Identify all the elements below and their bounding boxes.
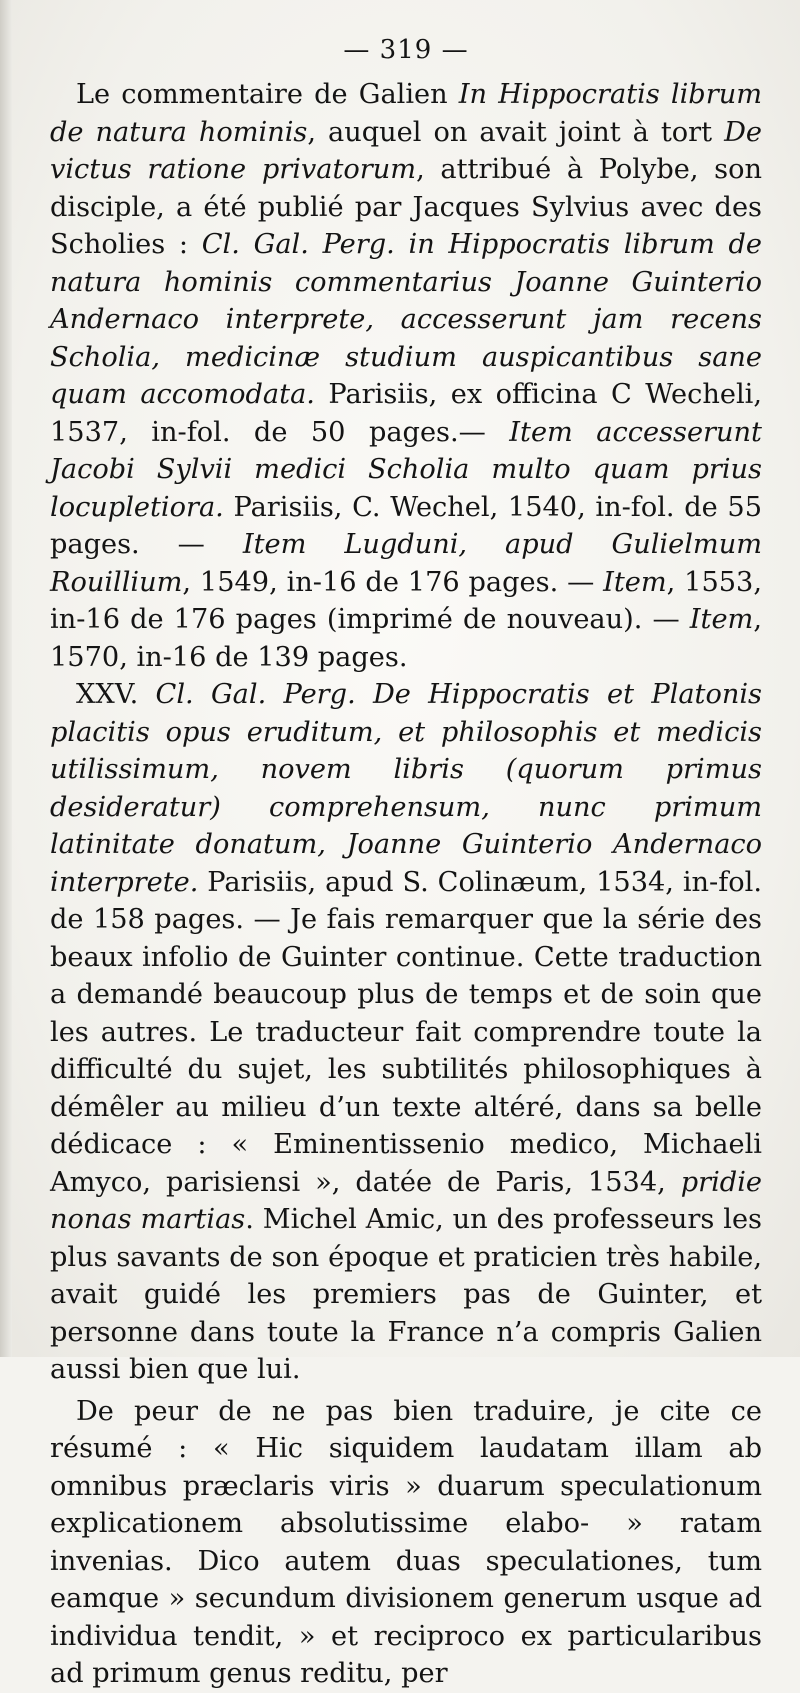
- text-run: , 1570, in-16 de 139 pages.: [50, 604, 762, 673]
- italic-text-run: De victus ratione privatorum: [50, 116, 762, 185]
- italic-text-run: In Hippocratis librum de natura hominis: [50, 79, 762, 148]
- text-run: , attribué à Polybe, son disciple, a été publié par Jacques Sylvius avec des Scholies :: [50, 154, 762, 260]
- italic-text-run: Item Lugduni, apud Gulielmum Rouillium: [50, 529, 762, 598]
- text-run: Le commentaire de Galien: [76, 79, 459, 110]
- text-run: Parisiis, ex officina C Wecheli, 1537, in-fol. de 50 pages.—: [50, 379, 762, 448]
- paragraph-resume: [50, 1393, 762, 1693]
- italic-text-run: Item: [689, 604, 754, 635]
- paragraph-galien-commentary: [50, 76, 762, 676]
- italic-text-run: Cl. Gal. Perg. De Hippocratis et Platonis placitis opus eruditum, et philosophis et medicis utilissimum, novem libris (quorum primus desideratur) comprehensum, nunc primum latinitate donatum, Joanne Guinterio Andernaco interprete.: [50, 679, 762, 898]
- paragraph-xxv: [50, 676, 762, 1389]
- page-number: — 319 —: [343, 35, 469, 65]
- text-run: Parisiis, apud S. Colinæum, 1534, in-fol. de 158 pages. — Je fais remarquer que la série des beaux infolio de Guinter continue. Cette traduction a demandé beaucoup plus de temps et de soin que les autres. Le traducteur fait comprendre toute la difficulté du sujet, les subtilités philosophiques à démêler au milieu d’un texte altéré, dans sa belle dédicace : « Eminentissenio medico, Michaeli Amyco, parisiensi », datée de Paris, 1534,: [50, 866, 762, 1198]
- italic-text-run: Item: [603, 566, 667, 598]
- text-run: Parisiis, C. Wechel, 1540, in-fol. de 55 pages. —: [50, 491, 762, 560]
- text-run: De peur de ne pas bien traduire, je cite ce résumé : « Hic siquidem laudatam illam ab omnibus præclaris viris » duarum speculationum explicationem absolutissime elabo- » ratam invenias. Dico autem duas speculationes, tum eamque » secundum divisionem generum usque ad individua tendit, » et reciproco ex particularibus ad primum genus reditu, per: [50, 1395, 762, 1689]
- text-run: , 1553, in-16 de 176 pages (imprimé de nouveau). —: [50, 566, 762, 635]
- text-run: , auquel on avait joint à tort: [307, 116, 725, 148]
- text-run: , 1549, in-16 de 176 pages. —: [182, 566, 604, 598]
- page-binding-edge: [0, 0, 12, 1357]
- text-run: . Michel Amic, un des professeurs les plus savants de son époque et praticien très habile, avait guidé les premiers pas de Guinter, et personne dans toute la France n’a compris Galien aussi bien que lui.: [50, 1204, 762, 1385]
- italic-text-run: Item accesserunt Jacobi Sylvii medici Scholia multo quam prius locupletiora.: [50, 416, 762, 523]
- italic-text-run: Cl. Gal. Perg. in Hippocratis librum de natura hominis commentarius Joanne Guinterio Andernaco interprete, accesserunt jam recens Scholia, medicinæ studium auspicantibus sane quam accomodata.: [50, 229, 762, 410]
- italic-text-run: pridie nonas martias: [50, 1166, 762, 1235]
- text-run: XXV.: [76, 679, 156, 710]
- page-text: [50, 32, 762, 1693]
